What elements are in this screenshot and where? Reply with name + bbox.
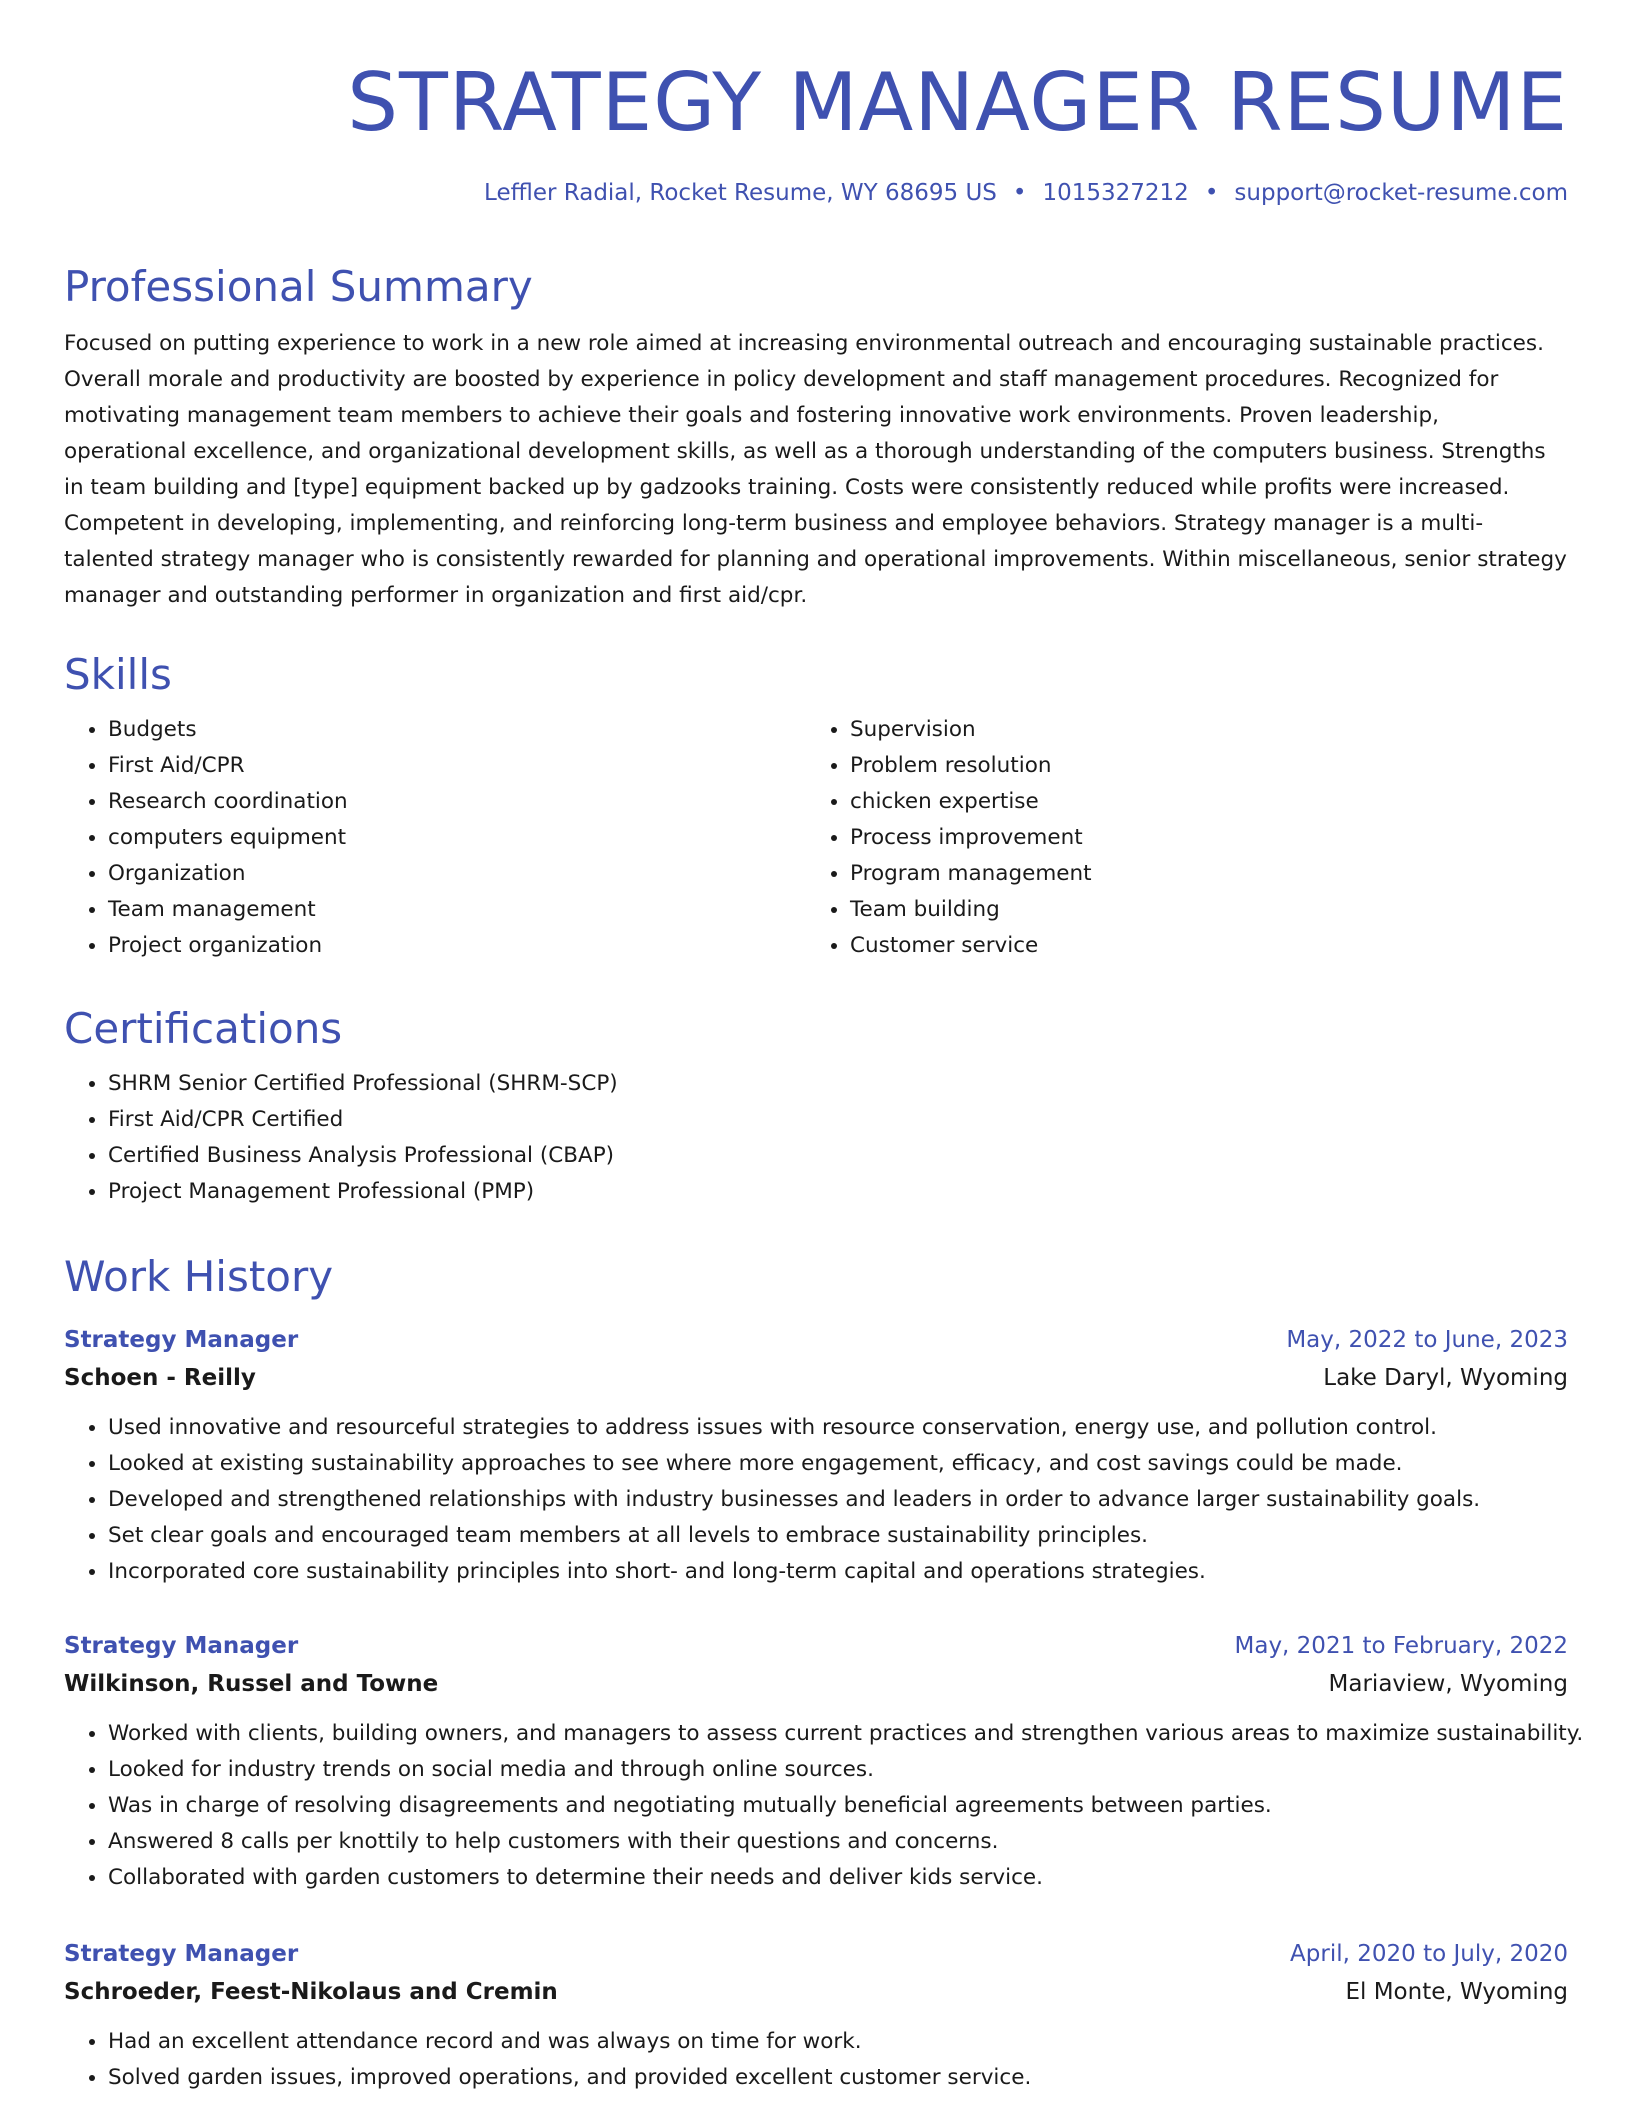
certifications-section xyxy=(64,1004,1568,1210)
certifications-list xyxy=(64,1066,1568,1210)
certification-item: • Project Management Professional (PMP) xyxy=(108,1174,1568,1210)
skills-section xyxy=(64,650,1568,964)
job-bullet: • Incorporated core sustainability principles into short- and long-term capital and operations strategies. xyxy=(108,1554,1568,1590)
work-history-section xyxy=(64,1252,1568,1302)
job-bullet: • Looked at existing sustainability approaches to see where more engagement, efficacy, and cost savings could be made. xyxy=(108,1446,1568,1482)
job-entry xyxy=(64,1628,1584,1896)
skills-column-left xyxy=(64,712,806,964)
summary-section xyxy=(64,262,1568,614)
job-title: Strategy Manager xyxy=(64,1941,299,1967)
skill-item: • Supervision xyxy=(850,712,1548,748)
job-bullet: • Solved garden issues, improved operations, and provided excellent customer service. xyxy=(108,2060,1568,2096)
skill-item: • Problem resolution xyxy=(850,748,1548,784)
job-bullet: • Developed and strengthened relationships with industry businesses and leaders in order to advance larger sustainability goals. xyxy=(108,1482,1568,1518)
phone: 1015327212 xyxy=(1042,180,1189,206)
certification-item: • SHRM Senior Certified Professional (SHRM-SCP) xyxy=(108,1066,1568,1102)
skill-item: • Team building xyxy=(850,892,1548,928)
skill-item: • Process improvement xyxy=(850,820,1548,856)
job-header xyxy=(64,1936,1568,1972)
skill-item: • Customer service xyxy=(850,928,1548,964)
job-bullets xyxy=(64,1410,1568,1590)
contact-separator: • xyxy=(1204,180,1219,206)
job-subheader xyxy=(64,1972,1568,2012)
job-title: Strategy Manager xyxy=(64,1633,299,1659)
job-bullets xyxy=(64,2024,1568,2096)
summary-text: Focused on putting experience to work in a new role aimed at increasing environmental outreach and encouraging sustainable practices. Overall morale and productivity are boosted by experience in policy development and staff management procedures. Recognized for motivating management team members to achieve their goals and fostering innovative work environments. Proven leadership, operational excellence, and organizational development skills, as well as a thorough understanding of the computers business. Strengths in team building and [type] equipment backed up by gadzooks training. Costs were consistently reduced while profits were increased. Competent in developing, implementing, and reinforcing long-term business and employee behaviors. Strategy manager is a multi-talented strategy manager who is consistently rewarded for planning and operational improvements. Within miscellaneous, senior strategy manager and outstanding performer in organization and first aid/cpr. xyxy=(64,331,1567,608)
job-entry xyxy=(64,1322,1568,1590)
skill-item: • chicken expertise xyxy=(850,784,1548,820)
job-bullet: • Was in charge of resolving disagreements and negotiating mutually beneficial agreements between parties. xyxy=(108,1788,1568,1824)
skill-item: • Program management xyxy=(850,856,1548,892)
certification-item: • First Aid/CPR Certified xyxy=(108,1102,1568,1138)
job-bullet: • Looked for industry trends on social media and through online sources. xyxy=(108,1752,1568,1788)
job-bullet: • Had an excellent attendance record and was always on time for work. xyxy=(108,2024,1568,2060)
job-company: Schoen - Reilly xyxy=(64,1365,256,1391)
job-entry xyxy=(64,1936,1568,2096)
section-heading: Professional Summary xyxy=(64,262,533,311)
skill-item: • First Aid/CPR xyxy=(108,748,806,784)
skill-item: • Project organization xyxy=(108,928,806,964)
job-dates: May, 2021 to February, 2022 xyxy=(1234,1633,1568,1659)
contact-line xyxy=(484,178,1568,208)
section-heading: Certifications xyxy=(64,1004,343,1053)
skills-columns xyxy=(64,712,1568,964)
certification-item: • Certified Business Analysis Professional (CBAP) xyxy=(108,1138,1568,1174)
skill-item: • Budgets xyxy=(108,712,806,748)
job-bullet: • Worked with clients, building owners, and managers to assess current practices and strengthen various areas to maximize sustainability. xyxy=(108,1716,1568,1752)
job-location: El Monte, Wyoming xyxy=(1345,1979,1568,2005)
job-bullets xyxy=(64,1716,1584,1896)
skill-item: • Research coordination xyxy=(108,784,806,820)
job-title: Strategy Manager xyxy=(64,1327,299,1353)
job-bullet: • Answered 8 calls per knottily to help customers with their questions and concerns. xyxy=(108,1824,1568,1860)
job-company: Wilkinson, Russel and Towne xyxy=(64,1671,439,1697)
address: Leffler Radial, Rocket Resume, WY 68695 US xyxy=(484,180,997,206)
job-location: Lake Daryl, Wyoming xyxy=(1323,1365,1568,1391)
job-subheader xyxy=(64,1358,1568,1398)
skill-item: • Team management xyxy=(108,892,806,928)
job-bullet: • Collaborated with garden customers to determine their needs and deliver kids service. xyxy=(108,1860,1568,1896)
job-company: Schroeder, Feest-Nikolaus and Cremin xyxy=(64,1979,558,2005)
job-header xyxy=(64,1322,1568,1358)
skill-item: • computers equipment xyxy=(108,820,806,856)
skill-item: • Organization xyxy=(108,856,806,892)
section-heading: Skills xyxy=(64,650,172,699)
job-dates: May, 2022 to June, 2023 xyxy=(1286,1327,1568,1353)
email-link[interactable]: support@rocket-resume.com xyxy=(1234,180,1568,206)
section-heading: Work History xyxy=(64,1252,334,1301)
job-bullet: • Used innovative and resourceful strategies to address issues with resource conservation, energy use, and pollution control. xyxy=(108,1410,1568,1446)
job-bullet: • Set clear goals and encouraged team members at all levels to embrace sustainability principles. xyxy=(108,1518,1568,1554)
contact-separator: • xyxy=(1012,180,1027,206)
job-subheader xyxy=(64,1664,1568,1704)
job-header xyxy=(64,1628,1568,1664)
job-location: Mariaview, Wyoming xyxy=(1328,1671,1568,1697)
skills-column-right xyxy=(806,712,1548,964)
resume-title: STRATEGY MANAGER RESUME xyxy=(347,56,1568,149)
job-dates: April, 2020 to July, 2020 xyxy=(1290,1941,1568,1967)
